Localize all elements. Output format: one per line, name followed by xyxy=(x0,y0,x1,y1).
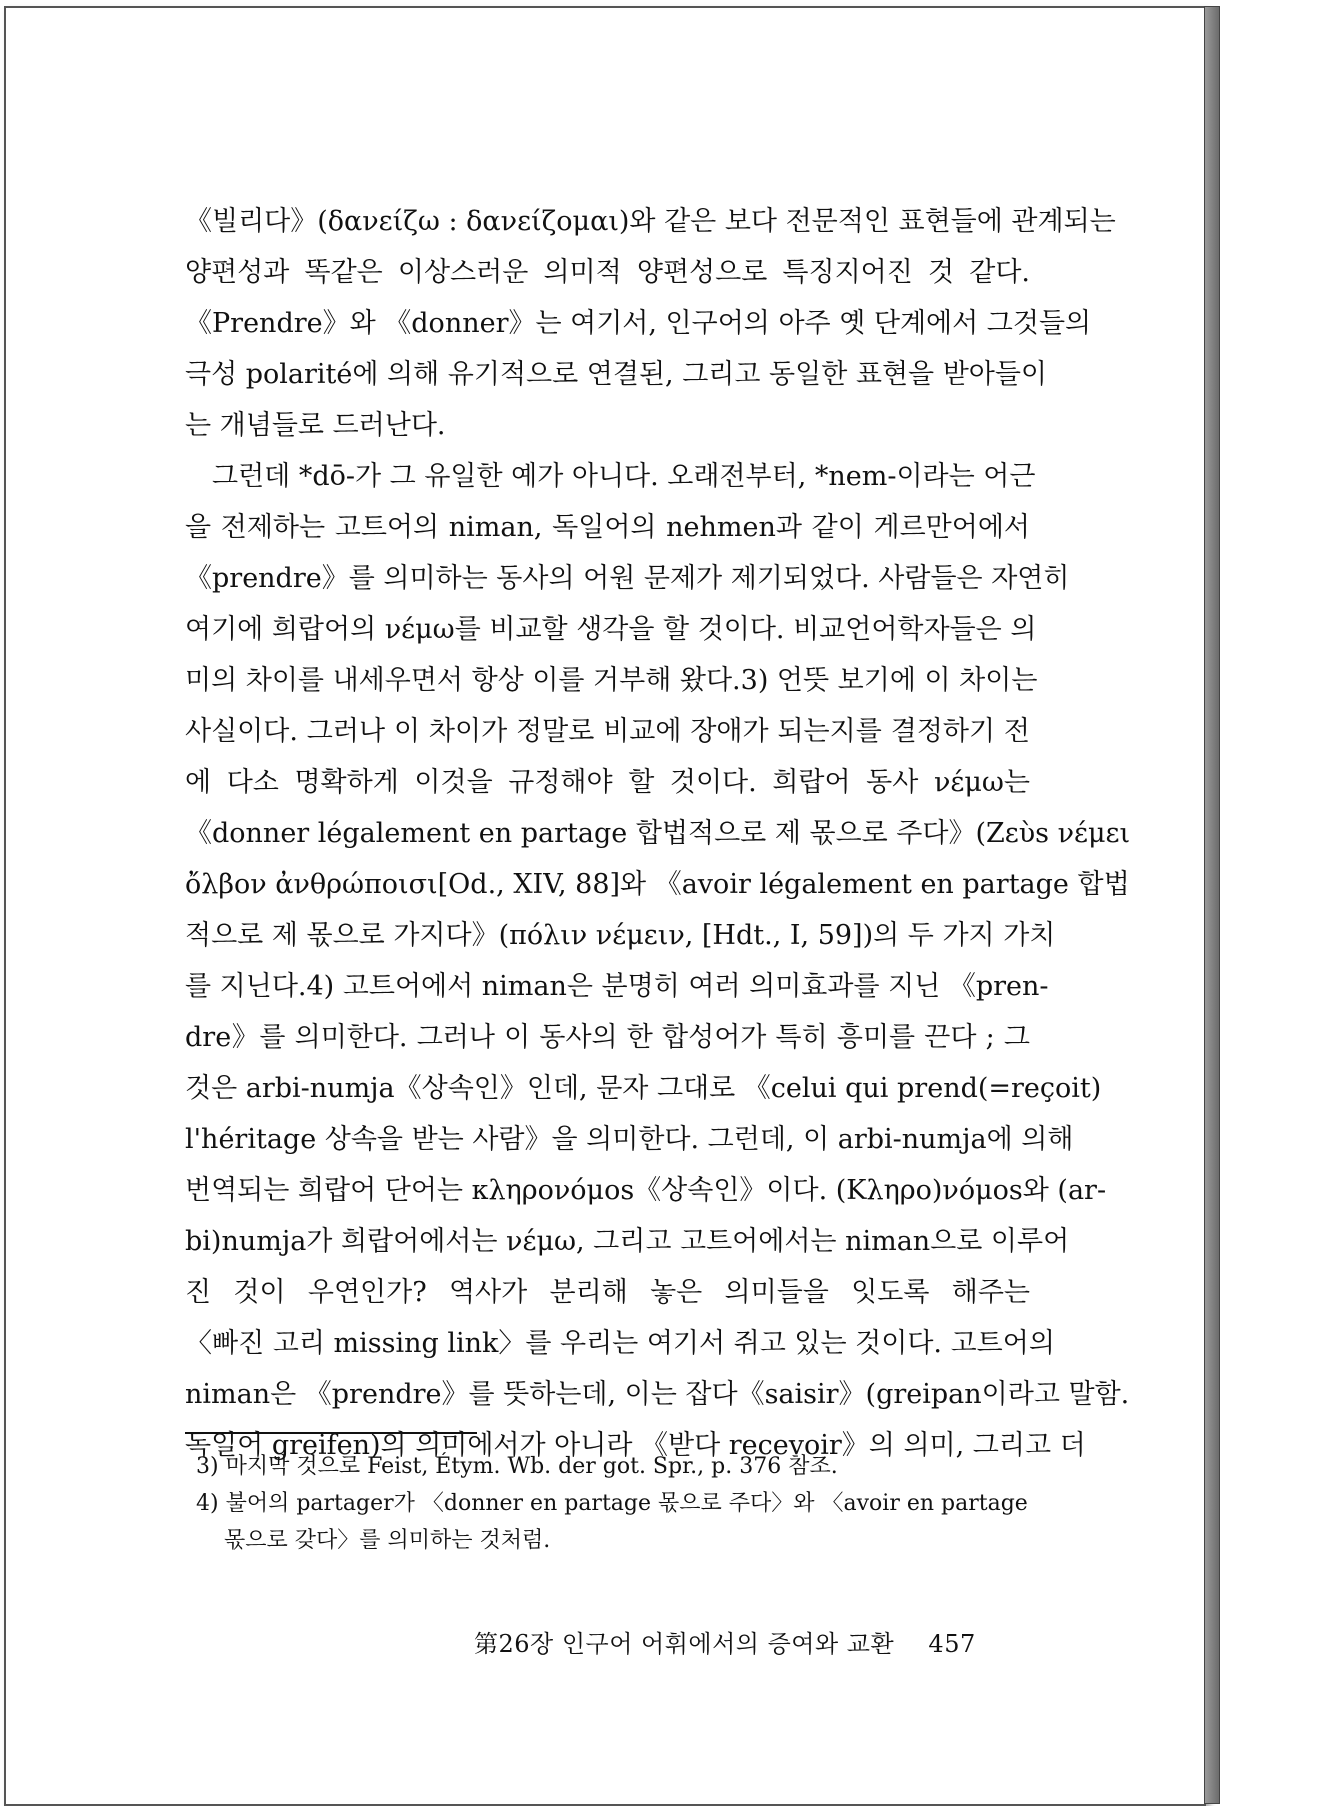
body-line: 사실이다. 그러나 이 차이가 정말로 비교에 장애가 되는지를 결정하기 전 xyxy=(185,716,1030,747)
body-line: ὄλβον ἀνθρώποισι[Od., XIV, 88]와 《avoir légalement en partage 합법 xyxy=(185,869,1130,900)
running-footer xyxy=(474,1626,976,1662)
body-line: 《donner légalement en partage 합법적으로 제 몫으로 주다》(Ζεὺs νέμει xyxy=(185,818,1131,849)
body-line: 적으로 제 몫으로 가지다》(πόλιν νέμειν, [Hdt., I, 59])의 두 가지 가치 xyxy=(185,920,1056,951)
footnote-4: 4) 불어의 partager가 〈donner en partage 몫으로 주다〉와 〈avoir en partage xyxy=(196,1491,1028,1516)
body-line: 양편성과 똑같은 이상스러운 의미적 양편성으로 특징지어진 것 같다. xyxy=(185,257,1030,288)
body-line: 번역되는 희랍어 단어는 κληρονόμοs《상속인》이다. (Κληρο)νόμοs와 (ar- xyxy=(185,1175,1107,1206)
footnote-divider xyxy=(185,1432,477,1434)
page-edge xyxy=(1204,6,1220,1804)
footnotes xyxy=(196,1448,1036,1559)
body-line: dre》를 의미한다. 그러나 이 동사의 한 합성어가 특히 흥미를 끈다 ; 그 xyxy=(185,1022,1030,1053)
body-line: l'héritage 상속을 받는 사람》을 의미한다. 그런데, 이 arbi-numja에 의해 xyxy=(185,1124,1074,1155)
running-title: 第26장 인구어 어휘에서의 증여와 교환 xyxy=(474,1630,895,1658)
body-line: 여기에 희랍어의 νέμω를 비교할 생각을 할 것이다. 비교언어학자들은 의 xyxy=(185,614,1037,645)
body-line: 《빌리다》(δανείζω : δανείζομαι)와 같은 보다 전문적인 표현들에 관계되는 xyxy=(185,206,1116,237)
page-number: 457 xyxy=(928,1630,976,1658)
body-line: 을 전제하는 고트어의 niman, 독일어의 nehmen과 같이 게르만어에서 xyxy=(185,512,1030,543)
body-line: 미의 차이를 내세우면서 항상 이를 거부해 왔다.3) 언뜻 보기에 이 차이는 xyxy=(185,665,1038,696)
body-line: 는 개념들로 드러난다. xyxy=(185,410,446,441)
body-line: 에 다소 명확하게 이것을 규정해야 할 것이다. 희랍어 동사 νέμω는 xyxy=(185,767,1030,798)
body-line: niman은 《prendre》를 뜻하는데, 이는 잡다《saisir》(greipan이라고 말함. xyxy=(185,1379,1130,1410)
body-line: bi)numja가 희랍어에서는 νέμω, 그리고 고트어에서는 niman으로 이루어 xyxy=(185,1226,1070,1257)
body-line: 독일어 greifen)의 의미에서가 아니라 《받다 recevoir》의 의미, 그리고 더 xyxy=(185,1430,1086,1461)
body-line: 극성 polarité에 의해 유기적으로 연결된, 그리고 동일한 표현을 받아들이 xyxy=(185,359,1048,390)
footnote-4-continuation: 몫으로 갖다〉를 의미하는 것처럼. xyxy=(224,1528,551,1553)
body-line: 진 것이 우연인가? 역사가 분리해 놓은 의미들을 잇도록 해주는 xyxy=(185,1277,1030,1308)
footnote-3: 3) 마지막 것으로 Feist, Étym. Wb. der got. Spr., p. 376 참조. xyxy=(196,1454,838,1479)
body-text xyxy=(185,196,1131,1471)
body-line: 〈빠진 고리 missing link〉를 우리는 여기서 쥐고 있는 것이다. 고트어의 xyxy=(185,1328,1055,1359)
body-line: 《prendre》를 의미하는 동사의 어원 문제가 제기되었다. 사람들은 자연히 xyxy=(185,563,1070,594)
body-line: 《Prendre》와 《donner》는 여기서, 인구어의 아주 옛 단계에서 그것들의 xyxy=(185,308,1092,339)
body-line: 그런데 *dō-가 그 유일한 예가 아니다. 오래전부터, *nem-이라는 어근 xyxy=(212,461,1036,492)
body-line: 것은 arbi-numja《상속인》인데, 문자 그대로 《celui qui prend(=reçoit) xyxy=(185,1073,1102,1104)
body-line: 를 지닌다.4) 고트어에서 niman은 분명히 여러 의미효과를 지닌 《pren- xyxy=(185,971,1049,1002)
